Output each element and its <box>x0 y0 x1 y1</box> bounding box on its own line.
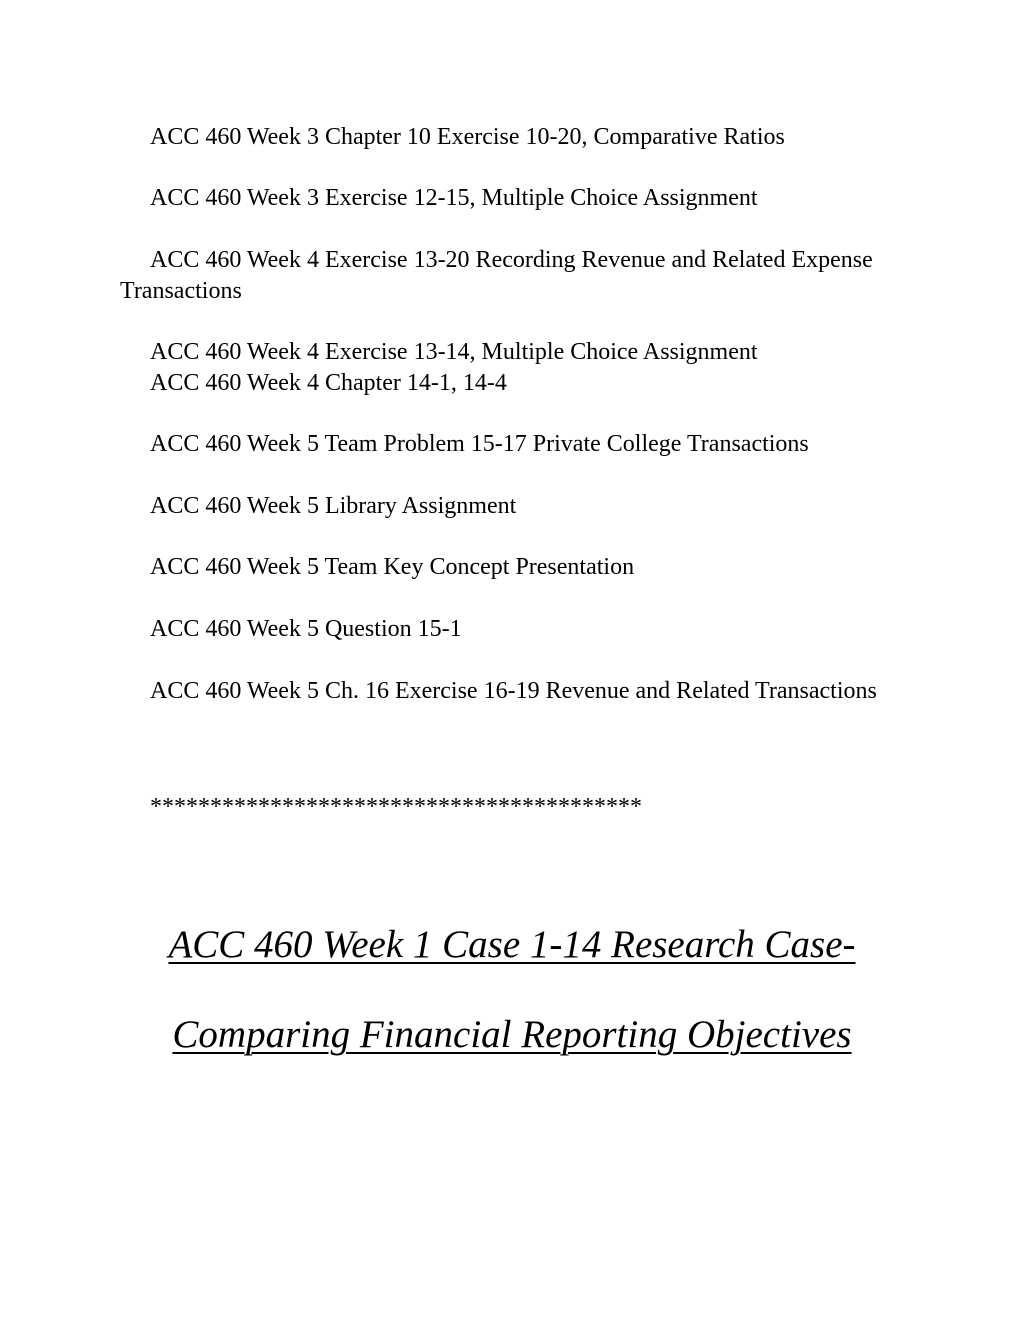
list-item: ACC 460 Week 5 Ch. 16 Exercise 16-19 Revenue and Related Transactions <box>150 678 877 704</box>
list-item: ACC 460 Week 5 Question 15-1 <box>150 616 462 642</box>
separator-line: ***************************************** <box>150 794 642 820</box>
list-item: ACC 460 Week 4 Exercise 13-20 Recording Revenue and Related Expense Transactions <box>120 247 873 304</box>
list-item: ACC 460 Week 4 Exercise 13-14, Multiple Choice Assignment <box>150 339 758 365</box>
list-item: ACC 460 Week 4 Chapter 14-1, 14-4 <box>150 370 507 396</box>
list-item: ACC 460 Week 5 Team Key Concept Presentation <box>150 554 635 580</box>
heading-line-2: Comparing Financial Reporting Objectives <box>172 1013 852 1056</box>
list-item: ACC 460 Week 5 Team Problem 15-17 Private College Transactions <box>150 431 809 457</box>
list-item: ACC 460 Week 3 Chapter 10 Exercise 10-20, Comparative Ratios <box>150 124 785 150</box>
list-item: ACC 460 Week 5 Library Assignment <box>150 493 517 519</box>
list-item: ACC 460 Week 3 Exercise 12-15, Multiple Choice Assignment <box>150 185 758 211</box>
heading-line-1: ACC 460 Week 1 Case 1-14 Research Case- <box>168 923 856 966</box>
